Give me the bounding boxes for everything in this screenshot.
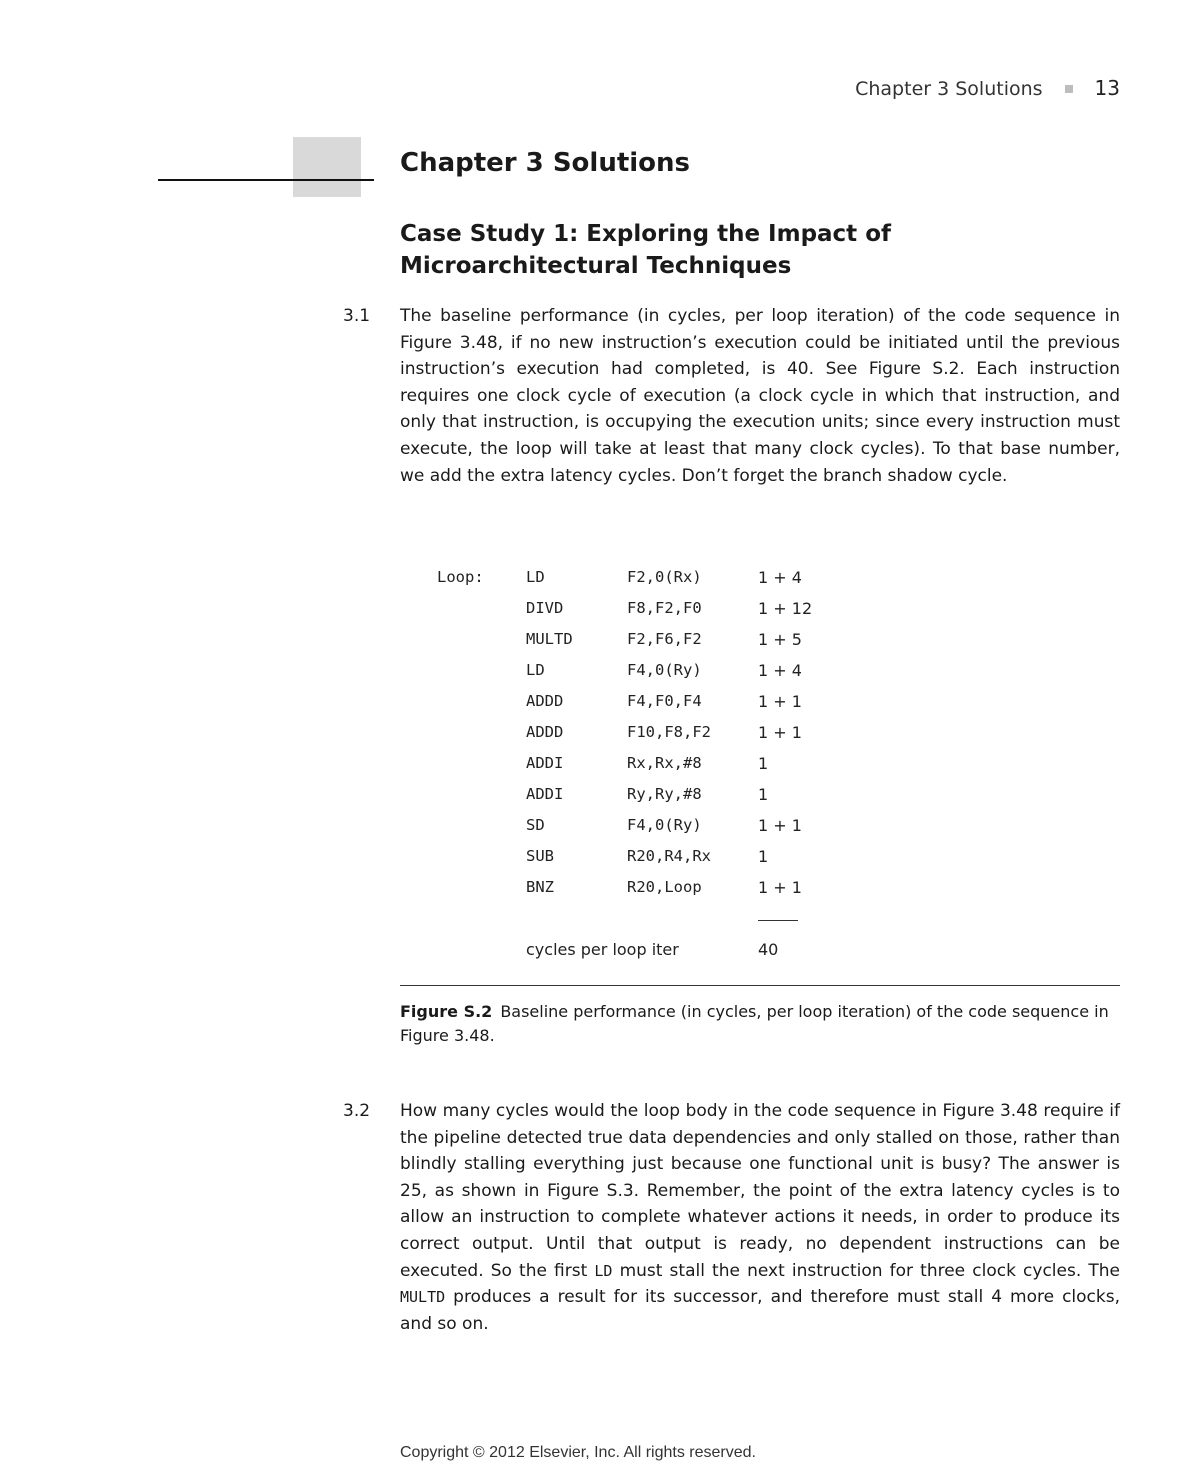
code-operands: F10,F8,F2 [627,723,711,741]
figure-caption-label: Figure S.2 [400,1002,493,1021]
code-operands: F2,0(Rx) [627,568,702,586]
chapter-title: Chapter 3 Solutions [400,148,691,178]
code-cycles: 1 + 1 [758,816,802,835]
code-opcode: ADDD [526,723,564,741]
figure-caption-text: Baseline performance (in cycles, per loop iteration) of the code sequence in Figure 3.48. [400,1002,1109,1045]
sum-rule [758,920,798,921]
code-operands: F8,F2,F0 [627,599,702,617]
code-row [0,630,1200,654]
copyright-footer: Copyright © 2012 Elsevier, Inc. All rights reserved. [400,1444,756,1461]
code-opcode: LD [526,661,545,679]
cycles-per-iter-value: 40 [758,940,779,959]
code-cycles: 1 [758,847,769,866]
running-head [855,76,1120,100]
figure-caption [400,1000,1120,1048]
chapter-rule [158,179,374,181]
inline-code-ld: LD [594,1261,613,1280]
code-row [0,816,1200,840]
code-cycles: 1 [758,785,769,804]
code-opcode: SD [526,816,545,834]
code-opcode: ADDI [526,785,564,803]
code-row [0,599,1200,623]
code-row [0,692,1200,716]
code-row [0,661,1200,685]
code-cycles: 1 + 4 [758,661,802,680]
code-opcode: SUB [526,847,554,865]
code-operands: R20,R4,Rx [627,847,711,865]
code-row [0,878,1200,902]
problem-number: 3.1 [343,306,371,326]
code-operands: Rx,Rx,#8 [627,754,702,772]
problem-text [400,1098,1120,1337]
problem-text-part: must stall the next instruction for three clock cycles. The [612,1260,1120,1281]
inline-code-multd: MULTD [400,1288,446,1307]
square-bullet-icon [1065,85,1073,93]
code-opcode: BNZ [526,878,554,896]
code-operands: R20,Loop [627,878,702,896]
chapter-decoration-box [293,137,361,197]
problem-text: The baseline performance (in cycles, per loop iteration) of the code sequence in Figure 3.48, if no new instruction’s execution could be initiated until the previous instruction’s execution had completed, is 40. See Figure S.2. Each instruction requires one clock cycle of execution (a clock cycle in which that instruction, and only that instruction, is occupying the execution units; since every instruction must execute, the loop will take at least that many clock cycles). To that base number, we add the extra latency cycles. Don’t forget the branch shadow cycle. [400,306,1120,486]
code-opcode: LD [526,568,545,586]
code-cycles: 1 [758,754,769,773]
case-study-title: Case Study 1: Exploring the Impact of Microarchitectural Techniques [400,221,891,279]
code-row [0,723,1200,747]
code-operands: F4,0(Ry) [627,816,702,834]
code-cycles: 1 + 1 [758,723,802,742]
code-cycles: 1 + 12 [758,599,813,618]
page-number: 13 [1094,76,1120,100]
code-opcode: MULTD [526,630,573,648]
code-operands: F4,F0,F4 [627,692,702,710]
code-cycles: 1 + 1 [758,692,802,711]
code-label: Loop: [437,568,484,586]
code-operands: F2,F6,F2 [627,630,702,648]
code-opcode: ADDD [526,692,564,710]
code-cycles: 1 + 4 [758,568,802,587]
code-row [0,785,1200,809]
running-head-title: Chapter 3 Solutions [855,78,1043,100]
code-opcode: DIVD [526,599,564,617]
code-cycles: 1 + 1 [758,878,802,897]
code-row [0,847,1200,871]
problem-number: 3.2 [343,1101,371,1121]
code-row [0,568,1200,592]
code-opcode: ADDI [526,754,564,772]
code-operands: Ry,Ry,#8 [627,785,702,803]
code-operands: F4,0(Ry) [627,661,702,679]
figure-rule [400,985,1120,986]
cycles-per-iter-label: cycles per loop iter [526,940,679,959]
problem-text-part: produces a result for its successor, and therefore must stall 4 more clocks, and so on. [400,1287,1120,1334]
code-row [0,754,1200,778]
code-cycles: 1 + 5 [758,630,802,649]
problem-text-part: How many cycles would the loop body in the code sequence in Figure 3.48 require if the pipeline detected true data dependencies and only stalled on those, rather than blindly stalling everything just because one functional unit is busy? The answer is 25, as shown in Figure S.3. Remember, the point of the extra latency cycles is to allow an instruction to complete whatever actions it needs, in order to produce its correct output. Until that output is ready, no dependent instructions can be executed. So the first [400,1101,1120,1281]
